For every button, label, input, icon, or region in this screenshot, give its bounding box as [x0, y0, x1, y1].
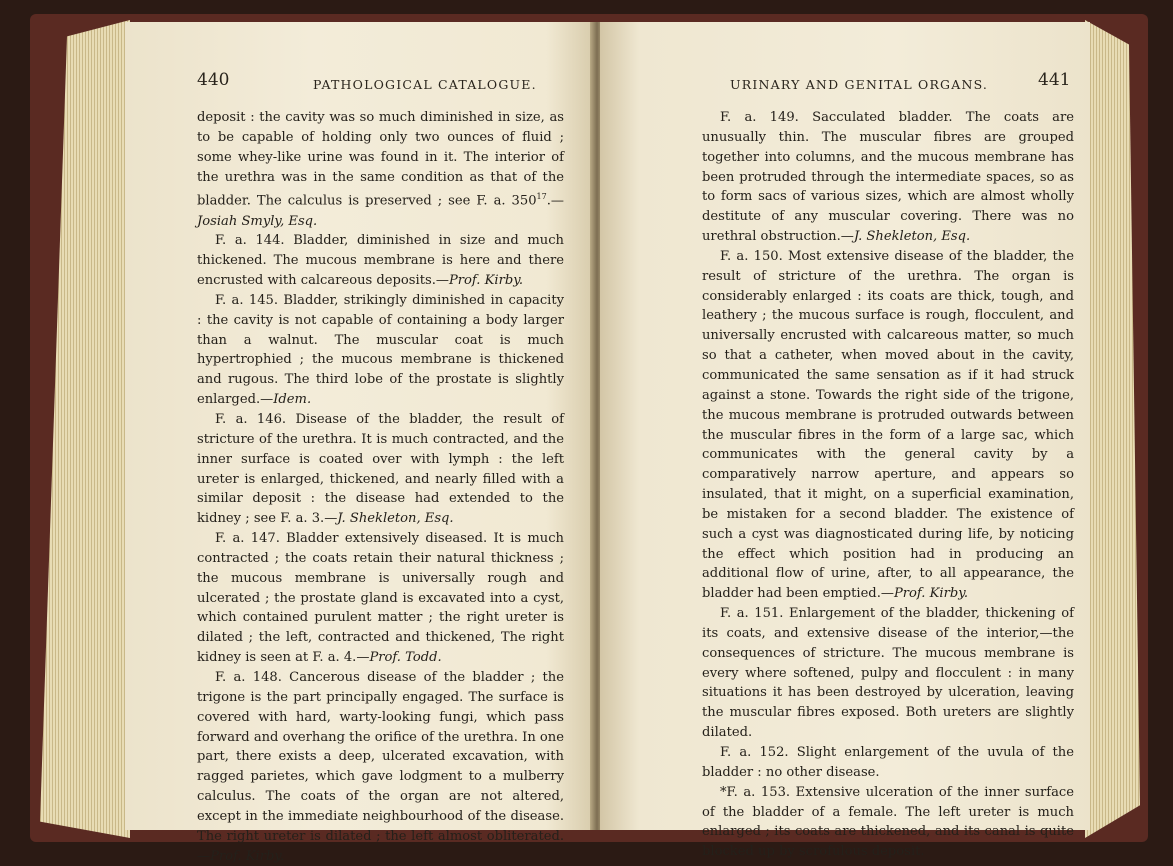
paragraph: F. a. 145. Bladder, strikingly diminished in capacity : the cavity is not capable of containing a body larger than a walnut. The muscular coat is much hypertrophied ; the mucous membrane is thickened and rugous. The third lobe of the prostate is slightly enlarged.—Idem.	[197, 292, 564, 408]
body-text	[702, 108, 1074, 862]
paragraph: *F. a. 153. Extensive ulceration of the inner surface of the bladder of a female. The left ureter is much enlarged ; its coats are thickened, and its canal is quite blocked up by scrofulous deposit.	[702, 784, 1074, 860]
paragraph: F. a. 151. Enlargement of the bladder, thickening of its coats, and extensive disease of the interior,—the consequences of stricture. The mucous membrane is every where softened, pulpy and flocculent : in many situations it has been destroyed by ulceration, leaving the muscular fibres exposed. Both ureters are slightly dilated.	[702, 606, 1074, 741]
paragraph: F. a. 150. Most extensive disease of the bladder, the result of stricture of the urethra. The organ is considerably enlarged : its coats are thick, tough, and leathery ; the mucous surface is rough, flocculent, and universally encrusted with calcareous matter, so much so that a catheter, when moved about in the cavity, communicated the same sensation as if it had struck against a stone. Towards the right side of the trigone, the mucous membrane is protruded outwards between the muscular fibres in the form of a large sac, which communicates with the general cavity by a comparatively narrow aperture, and appears so insulated, that it might, on a superficial examination, be mistaken for a second bladder. The existence of such a cyst was diagnosticated during life, by noticing the effect which position had in producing an additional flow of urine, after, to all appearance, the bladder had been emptied.—Prof. Kirby.	[702, 248, 1074, 602]
paragraph: F. a. 144. Bladder, diminished in size and much thickened. The mucous membrane is here and there encrusted with calcareous deposits.—Prof. Kirby.	[197, 233, 564, 289]
paragraph: F. a. 149. Sacculated bladder. The coats are unusually thin. The muscular fibres are grouped together into columns, and the mucous membrane has been protruded through the intermediate spaces, so as to form sacs of various sizes, which are almost wholly destitute of any muscular covering. There was no urethral obstruction.—J. Shekleton, Esq.	[702, 110, 1074, 245]
page-number: 441	[1038, 70, 1071, 90]
page-number: 440	[197, 70, 230, 90]
paragraph: F. a. 148. Cancerous disease of the bladder ; the trigone is the part principally engaged. The surface is covered with hard, warty-looking fungi, which pass forward and overhang the orifice of the urethra. In one part, there exists a deep, ulcerated excavation, with ragged parietes, which gave lodgment to a mulberry calculus. The coats of the organ are not altered, except in the immediate neighbourhood of the disease. The right ureter is dilated ; the left almost obliterated.—Prof. Kirby.	[197, 669, 564, 864]
body-text	[197, 108, 564, 866]
running-head: PATHOLOGICAL CATALOGUE.	[313, 77, 537, 92]
running-head: URINARY AND GENITAL ORGANS.	[730, 77, 989, 92]
paragraph: F. a. 146. Disease of the bladder, the result of stricture of the urethra. It is much contracted, and the inner surface is coated over with lymph : the left ureter is enlarged, thickened, and nearly filled with a similar deposit : the disease had extended to the kidney ; see F. a. 3.—J. Shekleton, Esq.	[197, 412, 564, 527]
paragraph: F. a. 152. Slight enlargement of the uvula of the bladder : no other disease.	[702, 745, 1074, 780]
left-page	[125, 22, 593, 864]
paragraph: deposit : the cavity was so much diminished in size, as to be capable of holding only two ounces of fluid ; some whey-like urine was found in it. The interior of the urethra was in the same condition as that of the bladder. The calculus is preserved ; see F. a. $350^{17}.—Josiah$ Smyly, Esq.	[197, 110, 564, 229]
paragraph: F. a. 147. Bladder extensively diseased. It is much contracted ; the coats retain their natural thickness ; the mucous membrane is universally rough and ulcerated ; the prostate gland is excavated into a cyst, which contained purulent matter ; the right ureter is dilated ; the left, contracted and thickened, The right kidney is seen at F. a. 4.—Prof. Todd.	[197, 531, 564, 666]
right-page	[600, 22, 1090, 860]
